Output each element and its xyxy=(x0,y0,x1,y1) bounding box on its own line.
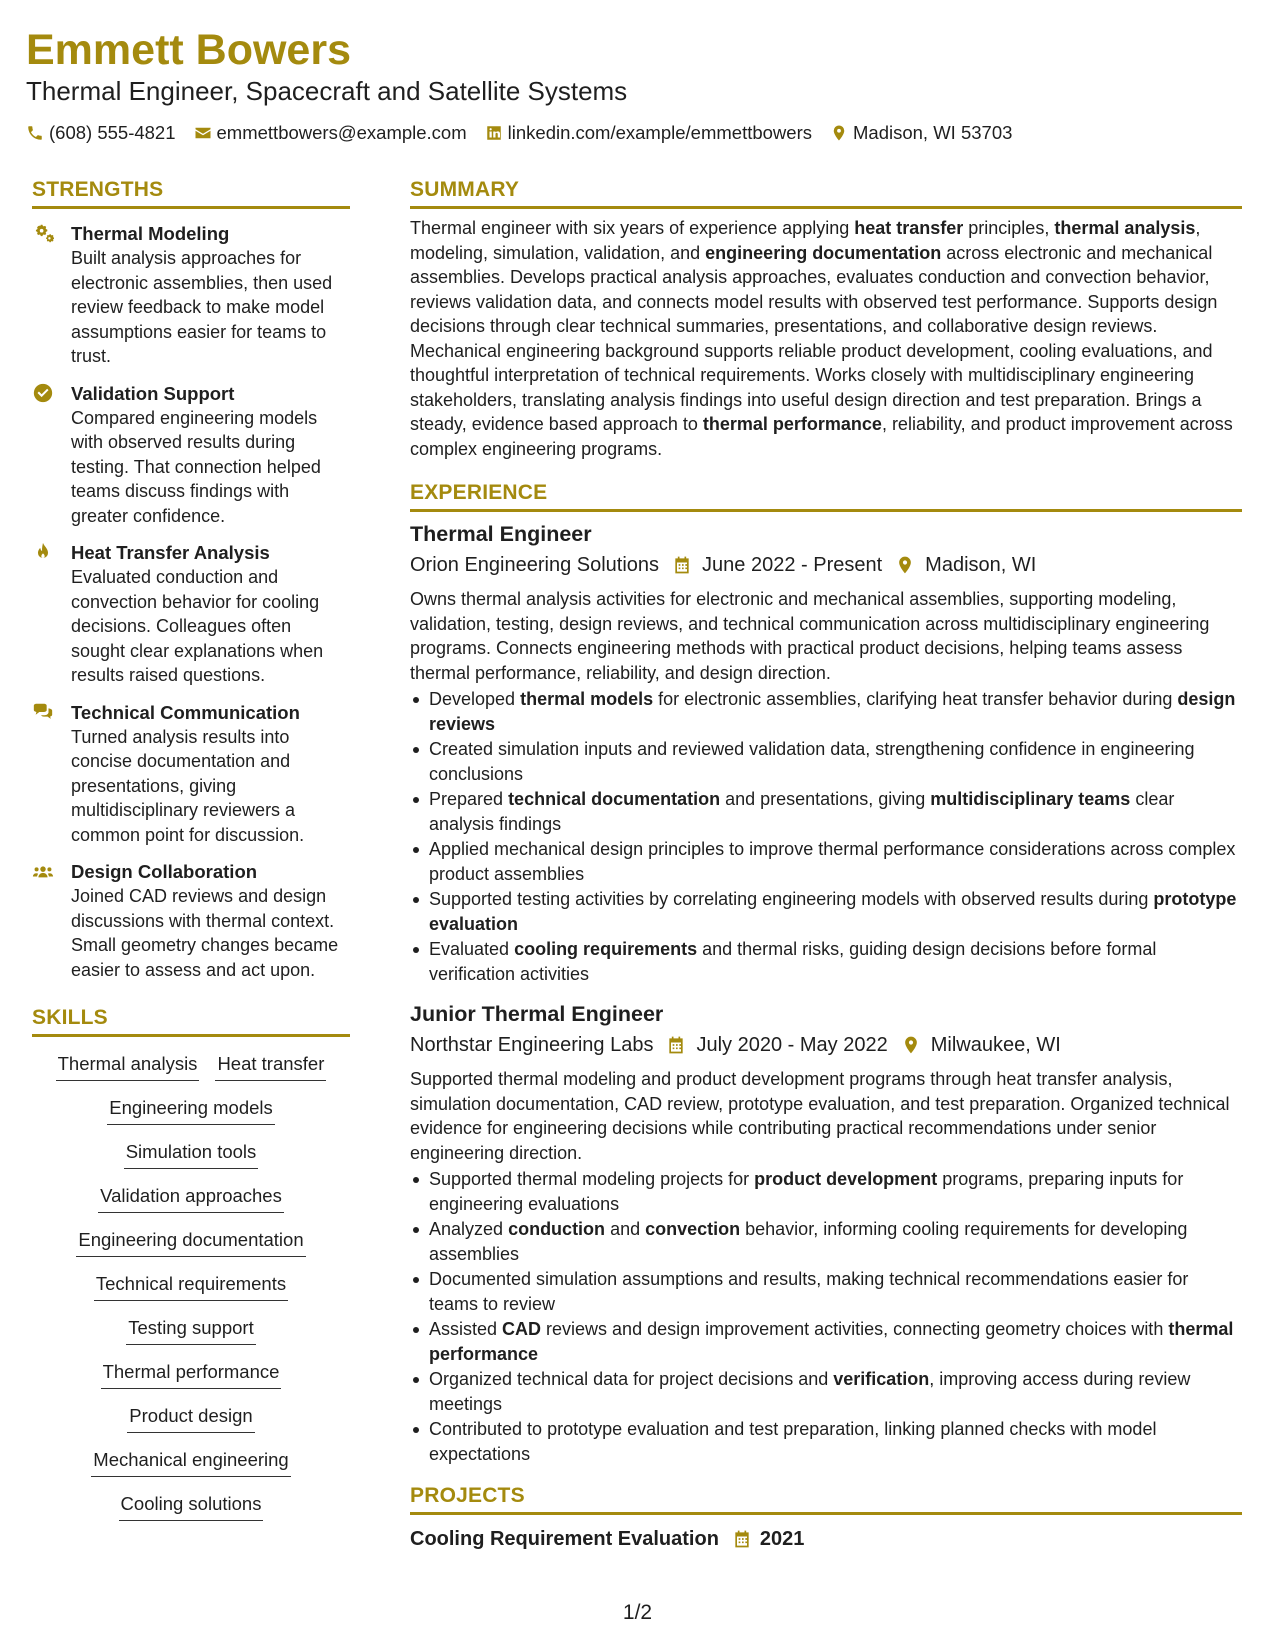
job-location: Madison, WI xyxy=(925,554,1037,576)
project-year: 2021 xyxy=(759,1528,805,1550)
job-meta xyxy=(410,551,1242,579)
job-location: Milwaukee, WI xyxy=(930,1034,1061,1056)
skill-tag: Thermal analysis xyxy=(56,1051,200,1081)
bullet-item: Evaluated cooling requirements and thermal risks, guiding design decisions before formal verification activities xyxy=(410,937,1242,986)
bullet-item: Developed thermal models for electronic assemblies, clarifying heat transfer behavior during design reviews xyxy=(410,687,1242,736)
bold-keyword: CAD xyxy=(502,1319,542,1339)
skills-heading: SKILLS xyxy=(32,1004,350,1037)
strength-text: Turned analysis results into concise documentation and presentations, giving multidisciplinary reviewers a common point for discussion. xyxy=(71,726,305,845)
page-number: 1/2 xyxy=(622,1601,653,1624)
job-meta xyxy=(410,1031,1242,1059)
skill-tag: Technical requirements xyxy=(94,1271,288,1301)
skill-tag: Mechanical engineering xyxy=(91,1447,290,1477)
strength-text: Evaluated conduction and convection behavior for cooling decisions. Colleagues often sought clear explanations when results raised questions. xyxy=(71,567,324,685)
contact-bar xyxy=(26,122,1246,144)
strengths-heading: STRENGTHS xyxy=(32,176,350,209)
calendar-icon xyxy=(732,1529,752,1549)
bold-keyword: engineering documentation xyxy=(705,242,942,263)
bold-keyword: thermal analysis xyxy=(1054,218,1196,238)
bullet-item: Supported thermal modeling projects for product development programs, preparing inputs for engineering evaluations xyxy=(410,1167,1242,1216)
skill-tag: Engineering documentation xyxy=(76,1227,305,1257)
contact-linkedin[interactable] xyxy=(485,122,812,144)
contact-email[interactable] xyxy=(194,122,467,144)
chat-bubbles-icon xyxy=(32,701,54,723)
bold-keyword: multidisciplinary teams xyxy=(930,789,1131,809)
check-circle-icon xyxy=(32,382,54,404)
job-bullets xyxy=(410,1167,1242,1466)
users-icon xyxy=(32,860,54,882)
calendar-icon xyxy=(666,1035,686,1055)
job-company: Orion Engineering Solutions xyxy=(410,554,660,576)
job-company: Northstar Engineering Labs xyxy=(410,1034,654,1056)
bullet-item: Assisted CAD reviews and design improvement activities, connecting geometry choices with thermal performance xyxy=(410,1317,1242,1366)
bullet-item: Documented simulation assumptions and results, making technical recommendations easier for teams to review xyxy=(410,1267,1242,1316)
resume-header xyxy=(26,24,1246,144)
bold-keyword: verification xyxy=(833,1369,930,1389)
map-pin-icon xyxy=(901,1035,921,1055)
summary-text: Thermal engineer with six years of experience applying heat transfer principles, thermal analysis, modeling, simulation, validation, and engineering documentation across electronic and mechanical assemblies. Develops practical analysis approaches, evaluates conduction and convection behavior, reviews validation data, and connects model results with observed test performance. Supports design decisions through clear technical summaries, presentations, and collaborative design reviews. Mechanical engineering background supports reliable product development, cooling evaluations, and thoughtful interpretation of technical requirements. Works closely with multidisciplinary engineering stakeholders, translating analysis findings into useful design direction and test preparation. Brings a steady, evidence based approach to thermal performance, reliability, and product improvement across complex engineering programs. xyxy=(410,218,1233,459)
contact-location-text: Madison, WI 53703 xyxy=(853,122,1013,143)
envelope-icon xyxy=(194,124,212,142)
bold-keyword: prototype evaluation xyxy=(429,889,1237,934)
bullet-item: Prepared technical documentation and presentations, giving multidisciplinary teams clear analysis findings xyxy=(410,787,1242,836)
candidate-title: Thermal Engineer, Spacecraft and Satellite Systems xyxy=(26,76,628,106)
bullet-item: Applied mechanical design principles to improve thermal performance considerations across complex product assemblies xyxy=(410,837,1242,886)
contact-location xyxy=(830,122,1012,144)
strength-item xyxy=(32,859,350,982)
bold-keyword: conduction xyxy=(508,1219,606,1239)
bullet-item: Organized technical data for project decisions and verification, improving access during review meetings xyxy=(410,1367,1242,1416)
bold-keyword: technical documentation xyxy=(508,789,721,809)
skill-tag: Heat transfer xyxy=(215,1051,326,1081)
strength-title: Validation Support xyxy=(71,382,235,404)
job-entry xyxy=(410,520,1242,986)
strength-item xyxy=(32,381,350,529)
skill-tag: Validation approaches xyxy=(98,1183,284,1213)
map-pin-icon xyxy=(830,124,848,142)
strength-text: Compared engineering models with observed results during testing. That connection helped teams discuss findings with greater confidence. xyxy=(71,407,321,526)
linkedin-icon xyxy=(485,124,503,142)
skill-tag: Cooling solutions xyxy=(119,1491,264,1521)
bold-keyword: product development xyxy=(754,1169,938,1189)
strength-item xyxy=(32,540,350,688)
bullet-item: Created simulation inputs and reviewed validation data, strengthening confidence in engineering conclusions xyxy=(410,737,1242,786)
job-title: Junior Thermal Engineer xyxy=(410,1002,664,1026)
skill-tag: Engineering models xyxy=(107,1095,275,1125)
skill-tag: Testing support xyxy=(126,1315,255,1345)
contact-phone-text: (608) 555-4821 xyxy=(49,122,176,143)
job-title: Thermal Engineer xyxy=(410,522,592,546)
flame-icon xyxy=(32,541,54,563)
skill-tag: Thermal performance xyxy=(101,1359,282,1389)
job-bullets xyxy=(410,687,1242,986)
strength-text: Joined CAD reviews and design discussions with thermal context. Small geometry changes became easier to assess and act upon. xyxy=(71,886,339,980)
bold-keyword: thermal models xyxy=(520,689,654,709)
bold-keyword: heat transfer xyxy=(854,218,964,238)
strength-item xyxy=(32,700,350,848)
bold-keyword: thermal performance xyxy=(702,414,882,434)
experience-heading: EXPERIENCE xyxy=(410,479,1242,512)
calendar-icon xyxy=(672,555,692,575)
project-title: Cooling Requirement Evaluation xyxy=(410,1528,719,1550)
left-column xyxy=(32,176,350,1521)
candidate-name: Emmett Bowers xyxy=(26,26,351,74)
bullet-item: Contributed to prototype evaluation and test preparation, linking planned checks with model expectations xyxy=(410,1417,1242,1466)
job-description: Supported thermal modeling and product development programs through heat transfer analysis, simulation documentation, CAD review, prototype evaluation, and test preparation. Organized technical evidence for engineering decisions while contributing practical recommendations under senior engineering direction. xyxy=(410,1069,1230,1163)
job-dates: June 2022 - Present xyxy=(702,554,883,576)
strength-title: Thermal Modeling xyxy=(71,223,230,244)
bullet-item: Analyzed conduction and convection behavior, informing cooling requirements for developing assemblies xyxy=(410,1217,1242,1266)
job-dates: July 2020 - May 2022 xyxy=(696,1034,888,1056)
bold-keyword: convection xyxy=(645,1219,741,1239)
bold-keyword: thermal performance xyxy=(429,1319,1234,1364)
bold-keyword: design reviews xyxy=(429,689,1236,734)
contact-email-text: emmettbowers@example.com xyxy=(216,122,467,143)
job-entry xyxy=(410,1000,1242,1466)
skills-list xyxy=(32,1051,350,1521)
strength-title: Design Collaboration xyxy=(71,861,258,882)
job-description: Owns thermal analysis activities for electronic and mechanical assemblies, supporting modeling, validation, testing, design reviews, and technical communication across multidisciplinary engineering programs. Connects engineering methods with practical product decisions, helping teams assess thermal performance, reliability, and design direction. xyxy=(410,589,1210,683)
project-entry xyxy=(410,1525,1242,1553)
gears-icon xyxy=(32,222,54,244)
projects-heading: PROJECTS xyxy=(410,1482,1242,1515)
phone-icon xyxy=(26,124,44,142)
contact-phone[interactable] xyxy=(26,122,176,144)
map-pin-icon xyxy=(895,555,915,575)
summary-heading: SUMMARY xyxy=(410,176,1242,209)
contact-linkedin-text: linkedin.com/example/emmettbowers xyxy=(507,122,812,143)
strength-title: Heat Transfer Analysis xyxy=(71,542,270,563)
bullet-item: Supported testing activities by correlating engineering models with observed results during prototype evaluation xyxy=(410,887,1242,936)
skill-tag: Simulation tools xyxy=(124,1139,259,1169)
skill-tag: Product design xyxy=(127,1403,254,1433)
right-column xyxy=(410,176,1242,1553)
bold-keyword: cooling requirements xyxy=(514,939,698,959)
strength-item xyxy=(32,221,350,369)
strength-text: Built analysis approaches for electronic assemblies, then used review feedback to make model assumptions easier for teams to trust. xyxy=(71,248,333,366)
strength-title: Technical Communication xyxy=(71,701,300,723)
